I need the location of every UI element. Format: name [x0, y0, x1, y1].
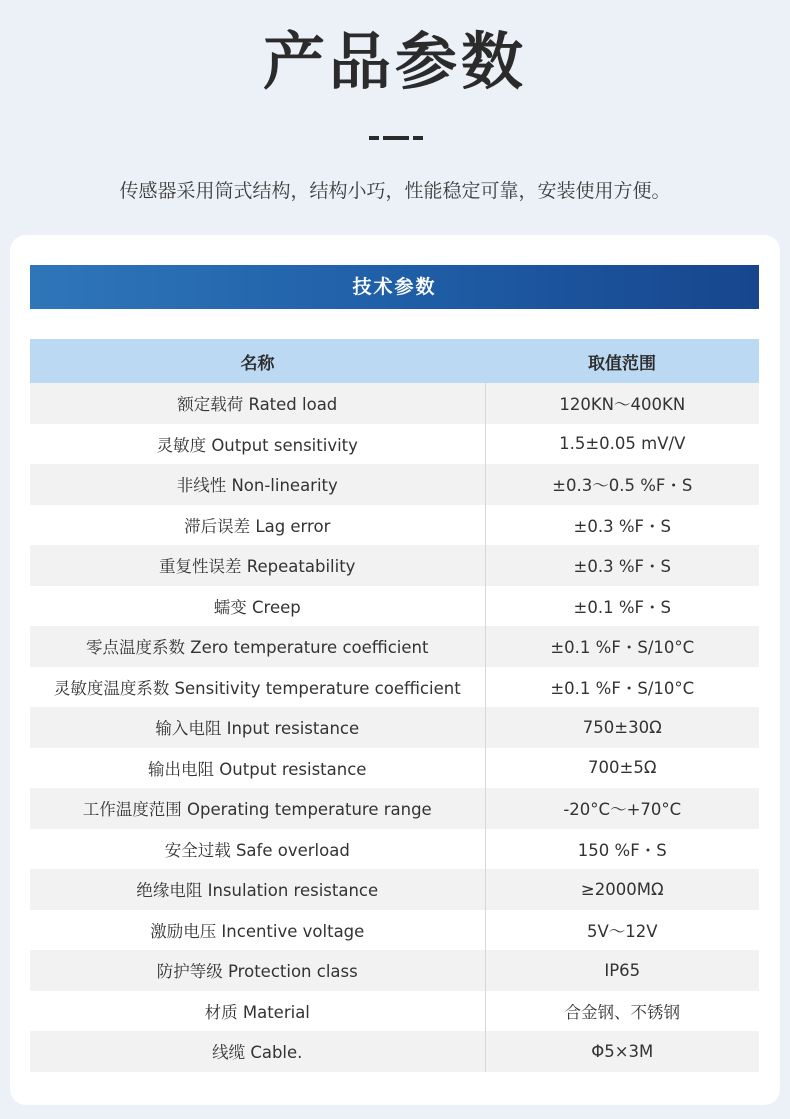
column-header-name: 名称 [30, 339, 485, 383]
spec-name-cell: 激励电压 Incentive voltage [30, 910, 485, 951]
spec-value-cell: Φ5×3M [485, 1031, 759, 1072]
spec-name-cell: 安全过载 Safe overload [30, 829, 485, 870]
spec-value-cell: 120KN～400KN [485, 383, 759, 424]
table-row [30, 424, 759, 465]
table-row [30, 626, 759, 667]
table-row [30, 829, 759, 870]
spec-name-cell: 输出电阻 Output resistance [30, 748, 485, 789]
divider-segment [383, 136, 409, 140]
spec-name-cell: 绝缘电阻 Insulation resistance [30, 869, 485, 910]
spec-value-cell: ±0.1 %F・S/10°C [485, 667, 759, 708]
table-row [30, 869, 759, 910]
spec-table-body [30, 383, 759, 1072]
spec-name-cell: 工作温度范围 Operating temperature range [30, 788, 485, 829]
table-row [30, 788, 759, 829]
spec-card [10, 235, 780, 1105]
page-subtitle: 传感器采用筒式结构，结构小巧，性能稳定可靠，安装使用方便。 [119, 180, 671, 202]
table-row [30, 910, 759, 951]
table-row [30, 545, 759, 586]
spec-value-cell: 750±30Ω [485, 707, 759, 748]
spec-value-cell: ±0.3 %F・S [485, 545, 759, 586]
spec-name-cell: 防护等级 Protection class [30, 950, 485, 991]
spec-name-cell: 零点温度系数 Zero temperature coefficient [30, 626, 485, 667]
divider-segment [369, 136, 379, 140]
table-row [30, 707, 759, 748]
spec-value-cell: ±0.1 %F・S/10°C [485, 626, 759, 667]
spec-name-cell: 灵敏度 Output sensitivity [30, 424, 485, 465]
table-row [30, 1031, 759, 1072]
table-row [30, 950, 759, 991]
table-row [30, 383, 759, 424]
table-row [30, 748, 759, 789]
spec-value-cell: ±0.3～0.5 %F・S [485, 464, 759, 505]
spec-value-cell: 合金钢、不锈钢 [485, 991, 759, 1032]
table-header-row [30, 339, 759, 383]
spec-name-cell: 额定载荷 Rated load [30, 383, 485, 424]
table-row [30, 991, 759, 1032]
spec-banner: 技术参数 [30, 265, 759, 309]
divider-segment [413, 136, 423, 140]
spec-name-cell: 线缆 Cable. [30, 1031, 485, 1072]
table-row [30, 667, 759, 708]
spec-name-cell: 非线性 Non-linearity [30, 464, 485, 505]
table-row [30, 505, 759, 546]
page-title: 产品参数 [262, 25, 527, 98]
spec-value-cell: 700±5Ω [485, 748, 759, 789]
spec-value-cell: ≥2000MΩ [485, 869, 759, 910]
spec-name-cell: 重复性误差 Repeatability [30, 545, 485, 586]
spec-value-cell: 1.5±0.05 mV/V [485, 424, 759, 465]
spec-name-cell: 输入电阻 Input resistance [30, 707, 485, 748]
title-divider [369, 136, 423, 140]
spec-value-cell: 5V～12V [485, 910, 759, 951]
table-row [30, 464, 759, 505]
spec-name-cell: 材质 Material [30, 991, 485, 1032]
spec-value-cell: 150 %F・S [485, 829, 759, 870]
spec-value-cell: IP65 [485, 950, 759, 991]
spec-name-cell: 滞后误差 Lag error [30, 505, 485, 546]
table-row [30, 586, 759, 627]
spec-value-cell: -20°C～+70°C [485, 788, 759, 829]
column-header-value: 取值范围 [485, 339, 759, 383]
spec-value-cell: ±0.3 %F・S [485, 505, 759, 546]
spec-name-cell: 蠕变 Creep [30, 586, 485, 627]
spec-name-cell: 灵敏度温度系数 Sensitivity temperature coefficient [30, 667, 485, 708]
spec-table [30, 339, 759, 1072]
spec-value-cell: ±0.1 %F・S [485, 586, 759, 627]
